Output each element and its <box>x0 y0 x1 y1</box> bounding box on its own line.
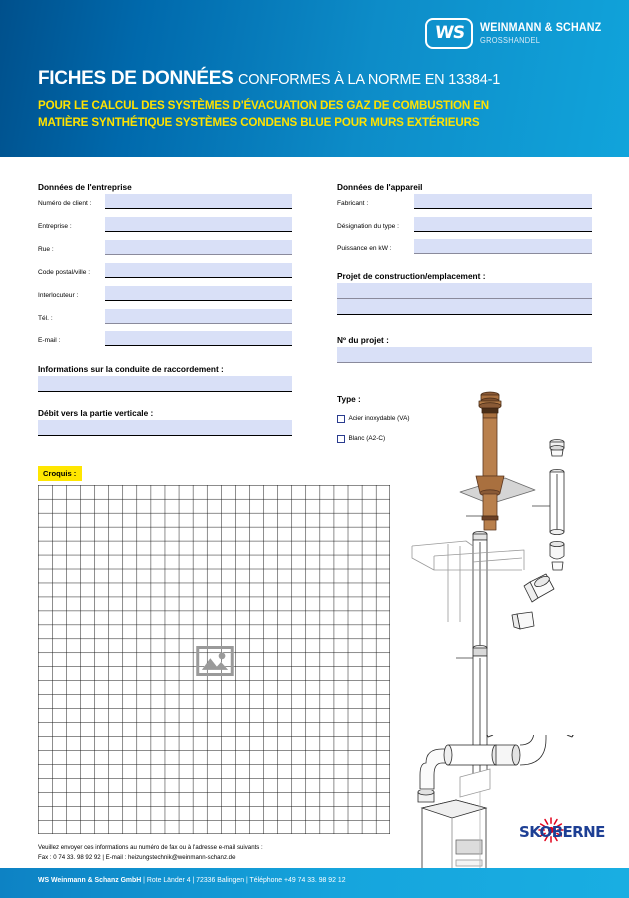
input-customer-number[interactable] <box>105 194 292 209</box>
checkbox-row-stainless[interactable] <box>337 415 409 423</box>
footer-company-name: WS Weinmann & Schanz GmbH <box>38 877 142 884</box>
input-project-location-line2[interactable] <box>337 299 592 315</box>
input-type-designation[interactable] <box>414 217 592 232</box>
checkbox-white-label: Blanc (A2-C) <box>348 435 386 443</box>
footer-note-line1: Veuillez envoyer ces informations au numéro de fax ou à l'adresse e-mail suivants : <box>38 844 263 851</box>
type-section-title: Type : <box>337 394 361 404</box>
label-company: Entreprise : <box>38 223 72 230</box>
page-subtitle-line2: MATIÈRE SYNTHÉTIQUE SYSTÈMES CONDENS BLUE POUR MURS EXTÉRIEURS <box>38 116 480 129</box>
page-subtitle <box>38 97 489 131</box>
input-connection-info[interactable] <box>38 376 292 392</box>
page-title <box>38 68 500 90</box>
input-flow-vertical[interactable] <box>38 420 292 436</box>
input-postcode-city[interactable] <box>105 263 292 278</box>
brand-company-name: WEINMANN & SCHANZ <box>480 21 602 34</box>
ws-logo-icon <box>425 18 473 49</box>
broken-image-icon <box>196 646 234 676</box>
label-phone: Tél. : <box>38 315 53 322</box>
appliance-section-title: Données de l'appareil <box>337 182 423 192</box>
page-title-light: CONFORMES À LA NORME EN 13384-1 <box>237 72 501 88</box>
footer-address <box>38 877 346 884</box>
checkbox-stainless-label: Acier inoxydable (VA) <box>348 415 410 423</box>
input-contact-person[interactable] <box>105 286 292 301</box>
input-company[interactable] <box>105 217 292 232</box>
brand-logo-weinmann-schanz <box>425 18 611 49</box>
input-project-number[interactable] <box>337 347 592 363</box>
input-street[interactable] <box>105 240 292 255</box>
brand-tagline: GROSSHANDEL <box>480 35 541 45</box>
checkbox-white-icon[interactable] <box>337 435 345 443</box>
footer-note <box>38 843 263 862</box>
label-manufacturer: Fabricant : <box>337 200 369 207</box>
page-header <box>0 0 629 157</box>
brand-logo-skoberne <box>519 818 609 842</box>
footer-bar <box>0 868 629 898</box>
footer-address-rest: | Rote Länder 4 | 72336 Balingen | Téléphone +49 74 33. 98 92 12 <box>141 877 346 884</box>
page-subtitle-line1: POUR LE CALCUL DES SYSTÈMES D'ÉVACUATION DES GAZ DE COMBUSTION EN <box>38 99 489 112</box>
label-postcode-city: Code postal/ville : <box>38 269 91 276</box>
footer-note-line2: Fax : 0 74 33. 98 92 92 | E-mail : heizungstechnik@weinmann-schanz.de <box>38 853 236 861</box>
label-power-kw: Puissance en kW : <box>337 245 392 252</box>
project-number-title: Nº du projet : <box>337 335 389 345</box>
page-title-strong: FICHES DE DONNÉES <box>38 68 234 89</box>
project-section-title: Projet de construction/emplacement : <box>337 271 486 281</box>
input-phone[interactable] <box>105 309 292 324</box>
input-power-kw[interactable] <box>414 239 592 254</box>
label-street: Rue : <box>38 246 54 253</box>
flow-section-title: Débit vers la partie verticale : <box>38 408 154 418</box>
input-project-location-line1[interactable] <box>337 283 592 299</box>
label-customer-number: Numéro de client : <box>38 200 92 207</box>
skoberne-wordmark: SKOBERNE <box>519 823 605 841</box>
connection-section-title: Informations sur la conduite de raccordement : <box>38 364 224 374</box>
input-email[interactable] <box>105 331 292 346</box>
ws-logo-letters: WS <box>433 23 466 43</box>
label-type-designation: Désignation du type : <box>337 223 399 230</box>
label-contact-person: Interlocuteur : <box>38 292 79 299</box>
company-section-title: Données de l'entreprise <box>38 182 132 192</box>
checkbox-stainless-icon[interactable] <box>337 415 345 423</box>
input-manufacturer[interactable] <box>414 194 592 209</box>
label-email: E-mail : <box>38 337 61 344</box>
checkbox-row-white[interactable] <box>337 435 385 443</box>
croquis-label: Croquis : <box>38 466 82 481</box>
horizontal-connector-diagram <box>404 735 619 815</box>
